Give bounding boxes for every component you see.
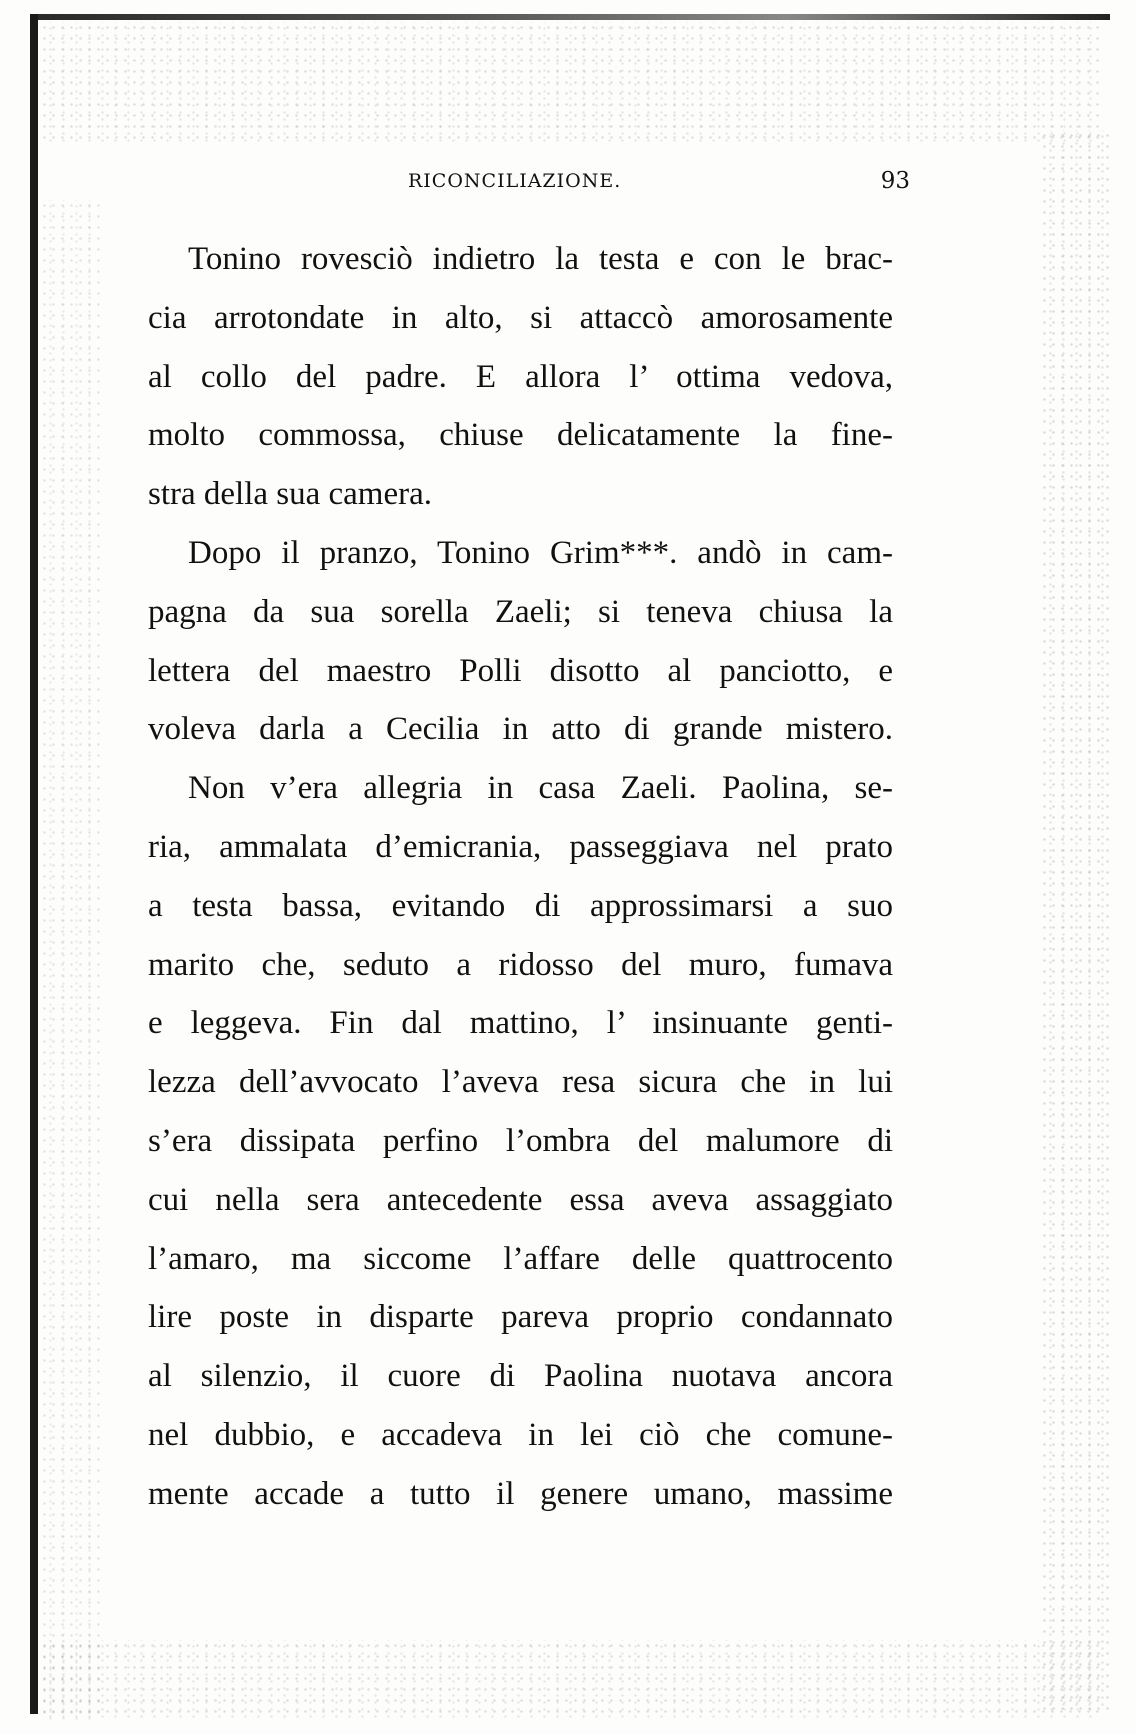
text-line: Dopo il pranzo, Tonino Grim***. andò in cam- [188, 534, 893, 571]
text-line: cia arrotondate in alto, si attaccò amorosamente [148, 299, 893, 336]
text-line: nel dubbio, e accadeva in lei ciò che comune- [148, 1416, 893, 1453]
text-line: al collo del padre. E allora l’ ottima vedova, [148, 358, 893, 395]
text-line: lire poste in disparte pareva proprio condannato [148, 1299, 893, 1336]
paragraph-3 [148, 759, 893, 1523]
text-line: l’amaro, ma siccome l’affare delle quattrocento [148, 1240, 893, 1277]
text-line: e leggeva. Fin dal mattino, l’ insinuante genti- [148, 1005, 893, 1042]
page-number: 93 [880, 168, 910, 194]
body-text [148, 230, 893, 1524]
scan-noise-bottom [40, 1640, 1100, 1720]
scan-noise-top [40, 22, 1100, 142]
text-line: cui nella sera antecedente essa aveva assaggiato [148, 1181, 893, 1218]
text-line: lettera del maestro Polli disotto al panciotto, e [148, 652, 893, 689]
text-line: Non v’era allegria in casa Zaeli. Paolina, se- [188, 770, 893, 807]
text-line: stra della sua camera. [148, 476, 433, 513]
text-line: a testa bassa, evitando di approssimarsi a suo [148, 887, 893, 924]
text-line: voleva darla a Cecilia in atto di grande mistero. [148, 711, 893, 748]
scan-noise-left [40, 200, 100, 1720]
text-line: mente accade a tutto il genere umano, massime [148, 1475, 893, 1512]
text-line: al silenzio, il cuore di Paolina nuotava ancora [148, 1358, 893, 1395]
text-line: pagna da sua sorella Zaeli; si teneva chiusa la [148, 593, 893, 630]
text-line: s’era dissipata perfino l’ombra del malumore di [148, 1122, 893, 1159]
running-head [148, 168, 910, 198]
scan-noise-right [1040, 130, 1110, 1710]
text-line: Tonino rovesciò indietro la testa e con le brac- [188, 241, 893, 277]
text-line: marito che, seduto a ridosso del muro, fumava [148, 946, 893, 983]
text-line: molto commossa, chiuse delicatamente la fine- [148, 417, 893, 454]
text-line: lezza dell’avvocato l’aveva resa sicura che in lui [148, 1064, 893, 1101]
paragraph-2 [148, 524, 893, 759]
paragraph-1 [148, 230, 893, 524]
text-line: ria, ammalata d’emicrania, passeggiava nel prato [148, 828, 893, 865]
running-title: RICONCILIAZIONE. [408, 170, 622, 192]
page-top-edge [30, 14, 1110, 20]
page-binding-edge [30, 14, 38, 1714]
